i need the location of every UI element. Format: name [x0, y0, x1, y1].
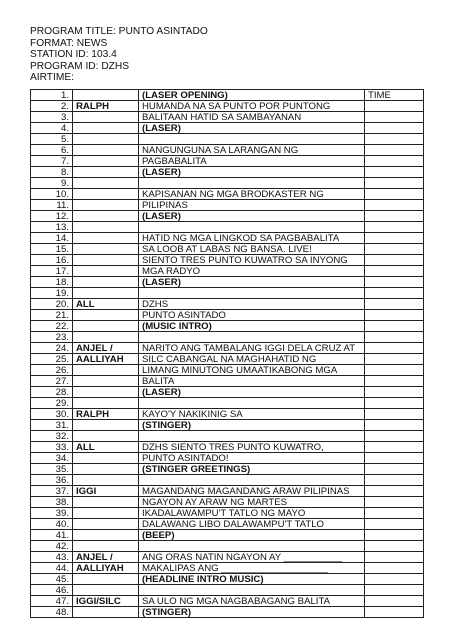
- script-line-cell: (HEADLINE INTRO MUSIC): [139, 574, 365, 585]
- script-line-cell: (LASER OPENING): [139, 90, 365, 101]
- script-line-cell: KAYO'Y NAKIKINIG SA: [139, 409, 365, 420]
- speaker-cell: IGGI/SILC: [73, 596, 139, 607]
- time-cell: [365, 189, 424, 200]
- speaker-cell: [73, 134, 139, 145]
- time-cell: [365, 222, 424, 233]
- speaker-cell: [73, 277, 139, 288]
- script-line-cell: [139, 541, 365, 552]
- row-number: 1.: [31, 90, 73, 101]
- script-table-body: [31, 90, 424, 618]
- script-line-cell: [139, 475, 365, 486]
- time-cell: [365, 299, 424, 310]
- script-line-cell: HUMANDA NA SA PUNTO POR PUNTONG: [139, 101, 365, 112]
- speaker-cell: [73, 112, 139, 123]
- speaker-cell: AALLIYAH: [73, 563, 139, 574]
- row-number: 6.: [31, 145, 73, 156]
- time-cell: [365, 486, 424, 497]
- row-number: 48.: [31, 607, 73, 618]
- script-line-cell: (LASER): [139, 167, 365, 178]
- table-row: [31, 332, 424, 343]
- table-row: [31, 442, 424, 453]
- time-cell: [365, 376, 424, 387]
- row-number: 5.: [31, 134, 73, 145]
- time-cell: [365, 398, 424, 409]
- time-cell: [365, 365, 424, 376]
- row-number: 19.: [31, 288, 73, 299]
- row-number: 47.: [31, 596, 73, 607]
- speaker-cell: [73, 167, 139, 178]
- table-row: [31, 464, 424, 475]
- table-row: [31, 530, 424, 541]
- speaker-cell: [73, 508, 139, 519]
- speaker-cell: ANJEL /: [73, 552, 139, 563]
- row-number: 20.: [31, 299, 73, 310]
- table-row: [31, 354, 424, 365]
- script-line-cell: MAGANDANG MAGANDANG ARAW PILIPINAS: [139, 486, 365, 497]
- speaker-cell: AALLIYAH: [73, 354, 139, 365]
- row-number: 41.: [31, 530, 73, 541]
- row-number: 24.: [31, 343, 73, 354]
- speaker-cell: [73, 288, 139, 299]
- script-line-cell: (MUSIC INTRO): [139, 321, 365, 332]
- time-cell: [365, 332, 424, 343]
- script-table: [30, 89, 424, 618]
- row-number: 18.: [31, 277, 73, 288]
- table-row: [31, 497, 424, 508]
- station-id-line: STATION ID: 103.4: [30, 49, 117, 61]
- table-row: [31, 585, 424, 596]
- script-line-cell: (STINGER): [139, 420, 365, 431]
- script-line-cell: PUNTO ASINTADO: [139, 310, 365, 321]
- script-line-cell: DZHS: [139, 299, 365, 310]
- row-number: 8.: [31, 167, 73, 178]
- script-line-cell: (LASER): [139, 277, 365, 288]
- table-row: [31, 376, 424, 387]
- table-row: [31, 420, 424, 431]
- table-row: [31, 387, 424, 398]
- time-cell: [365, 310, 424, 321]
- row-number: 42.: [31, 541, 73, 552]
- speaker-cell: ALL: [73, 442, 139, 453]
- row-number: 43.: [31, 552, 73, 563]
- speaker-cell: [73, 310, 139, 321]
- script-line-cell: [139, 431, 365, 442]
- script-line-cell: [139, 398, 365, 409]
- table-row: [31, 233, 424, 244]
- time-cell: [365, 453, 424, 464]
- time-cell: [365, 497, 424, 508]
- table-row: [31, 596, 424, 607]
- row-number: 33.: [31, 442, 73, 453]
- row-number: 2.: [31, 101, 73, 112]
- speaker-cell: [73, 156, 139, 167]
- time-cell: [365, 244, 424, 255]
- time-cell: [365, 475, 424, 486]
- row-number: 21.: [31, 310, 73, 321]
- table-row: [31, 211, 424, 222]
- row-number: 12.: [31, 211, 73, 222]
- speaker-cell: [73, 123, 139, 134]
- time-cell: [365, 387, 424, 398]
- speaker-cell: [73, 585, 139, 596]
- table-row: [31, 123, 424, 134]
- table-row: [31, 343, 424, 354]
- speaker-cell: [73, 222, 139, 233]
- time-cell: [365, 431, 424, 442]
- script-line-cell: IKADALAWAMPU'T TATLO NG MAYO: [139, 508, 365, 519]
- row-number: 44.: [31, 563, 73, 574]
- table-row: [31, 112, 424, 123]
- row-number: 15.: [31, 244, 73, 255]
- script-line-cell: [139, 288, 365, 299]
- table-row: [31, 244, 424, 255]
- table-row: [31, 167, 424, 178]
- table-row: [31, 145, 424, 156]
- script-line-cell: MGA RADYO: [139, 266, 365, 277]
- speaker-cell: [73, 398, 139, 409]
- script-line-cell: ANG ORAS NATIN NGAYON AY ___________: [139, 552, 365, 563]
- row-number: 16.: [31, 255, 73, 266]
- script-line-cell: PAGBABALITA: [139, 156, 365, 167]
- format-line: FORMAT: NEWS: [30, 37, 108, 49]
- speaker-cell: [73, 519, 139, 530]
- row-number: 39.: [31, 508, 73, 519]
- time-cell: [365, 420, 424, 431]
- speaker-cell: [73, 453, 139, 464]
- speaker-cell: [73, 321, 139, 332]
- script-line-cell: HATID NG MGA LINGKOD SA PAGBABALITA: [139, 233, 365, 244]
- speaker-cell: ALL: [73, 299, 139, 310]
- table-row: [31, 222, 424, 233]
- time-cell: [365, 508, 424, 519]
- script-line-cell: DZHS SIENTO TRES PUNTO KUWATRO,: [139, 442, 365, 453]
- row-number: 37.: [31, 486, 73, 497]
- speaker-cell: [73, 145, 139, 156]
- speaker-cell: [73, 90, 139, 101]
- time-cell: [365, 101, 424, 112]
- row-number: 28.: [31, 387, 73, 398]
- row-number: 14.: [31, 233, 73, 244]
- time-cell: [365, 607, 424, 618]
- document-header: [30, 26, 208, 84]
- script-line-cell: KAPISANAN NG MGA BRODKASTER NG: [139, 189, 365, 200]
- script-line-cell: (LASER): [139, 123, 365, 134]
- speaker-cell: [73, 387, 139, 398]
- row-number: 11.: [31, 200, 73, 211]
- script-line-cell: [139, 134, 365, 145]
- row-number: 36.: [31, 475, 73, 486]
- table-row: [31, 277, 424, 288]
- speaker-cell: [73, 178, 139, 189]
- row-number: 40.: [31, 519, 73, 530]
- table-row: [31, 365, 424, 376]
- time-cell: [365, 541, 424, 552]
- speaker-cell: RALPH: [73, 409, 139, 420]
- time-cell: [365, 178, 424, 189]
- row-number: 7.: [31, 156, 73, 167]
- time-cell: [365, 354, 424, 365]
- row-number: 46.: [31, 585, 73, 596]
- table-row: [31, 189, 424, 200]
- row-number: 13.: [31, 222, 73, 233]
- row-number: 10.: [31, 189, 73, 200]
- row-number: 26.: [31, 365, 73, 376]
- table-row: [31, 178, 424, 189]
- script-line-cell: NGAYON AY ARAW NG MARTES: [139, 497, 365, 508]
- row-number: 9.: [31, 178, 73, 189]
- row-number: 22.: [31, 321, 73, 332]
- speaker-cell: [73, 266, 139, 277]
- table-row: [31, 288, 424, 299]
- time-cell: [365, 277, 424, 288]
- speaker-cell: [73, 365, 139, 376]
- script-line-cell: SIENTO TRES PUNTO KUWATRO SA INYONG: [139, 255, 365, 266]
- speaker-cell: [73, 574, 139, 585]
- row-number: 32.: [31, 431, 73, 442]
- row-number: 31.: [31, 420, 73, 431]
- script-line-cell: BALITA: [139, 376, 365, 387]
- table-row: [31, 519, 424, 530]
- time-cell: [365, 145, 424, 156]
- time-cell: [365, 134, 424, 145]
- speaker-cell: [73, 189, 139, 200]
- speaker-cell: RALPH: [73, 101, 139, 112]
- script-line-cell: SILC CABANGAL NA MAGHAHATID NG: [139, 354, 365, 365]
- script-line-cell: (STINGER GREETINGS): [139, 464, 365, 475]
- speaker-cell: [73, 530, 139, 541]
- row-number: 4.: [31, 123, 73, 134]
- script-line-cell: NARITO ANG TAMBALANG IGGI DELA CRUZ AT: [139, 343, 365, 354]
- speaker-cell: [73, 431, 139, 442]
- script-line-cell: (BEEP): [139, 530, 365, 541]
- table-row: [31, 310, 424, 321]
- speaker-cell: [73, 211, 139, 222]
- speaker-cell: [73, 376, 139, 387]
- script-line-cell: [139, 222, 365, 233]
- row-number: 38.: [31, 497, 73, 508]
- speaker-cell: [73, 255, 139, 266]
- row-number: 3.: [31, 112, 73, 123]
- time-cell: [365, 552, 424, 563]
- speaker-cell: [73, 420, 139, 431]
- table-row: [31, 541, 424, 552]
- row-number: 25.: [31, 354, 73, 365]
- table-row: [31, 101, 424, 112]
- speaker-cell: [73, 233, 139, 244]
- time-cell: [365, 321, 424, 332]
- time-cell: [365, 596, 424, 607]
- time-cell: [365, 442, 424, 453]
- table-row: [31, 453, 424, 464]
- script-line-cell: SA ULO NG MGA NAGBABAGANG BALITA: [139, 596, 365, 607]
- speaker-cell: [73, 607, 139, 618]
- table-row: [31, 563, 424, 574]
- time-cell: [365, 255, 424, 266]
- table-row: [31, 607, 424, 618]
- table-row: [31, 156, 424, 167]
- speaker-cell: [73, 464, 139, 475]
- row-number: 35.: [31, 464, 73, 475]
- time-cell: [365, 519, 424, 530]
- table-row: [31, 552, 424, 563]
- table-row: [31, 398, 424, 409]
- row-number: 17.: [31, 266, 73, 277]
- time-cell: [365, 563, 424, 574]
- airtime-line: AIRTIME:: [30, 72, 74, 84]
- time-cell: [365, 409, 424, 420]
- row-number: 30.: [31, 409, 73, 420]
- row-number: 27.: [31, 376, 73, 387]
- time-cell: [365, 530, 424, 541]
- script-line-cell: (STINGER): [139, 607, 365, 618]
- script-line-cell: BALITAAN HATID SA SAMBAYANAN: [139, 112, 365, 123]
- time-cell: [365, 464, 424, 475]
- time-cell: [365, 211, 424, 222]
- script-line-cell: MAKALIPAS ANG ____________________: [139, 563, 365, 574]
- time-cell: [365, 156, 424, 167]
- table-row: [31, 574, 424, 585]
- time-cell: [365, 112, 424, 123]
- table-row: [31, 508, 424, 519]
- table-row: [31, 431, 424, 442]
- time-cell: [365, 123, 424, 134]
- table-row: [31, 266, 424, 277]
- speaker-cell: [73, 200, 139, 211]
- time-cell: [365, 585, 424, 596]
- script-line-cell: DALAWANG LIBO DALAWAMPU'T TATLO: [139, 519, 365, 530]
- script-line-cell: PUNTO ASINTADO!: [139, 453, 365, 464]
- table-row: [31, 409, 424, 420]
- table-row: [31, 134, 424, 145]
- speaker-cell: [73, 332, 139, 343]
- row-number: 45.: [31, 574, 73, 585]
- time-cell: [365, 233, 424, 244]
- row-number: 23.: [31, 332, 73, 343]
- script-line-cell: (LASER): [139, 387, 365, 398]
- time-header: TIME: [365, 90, 424, 101]
- time-cell: [365, 266, 424, 277]
- script-line-cell: [139, 585, 365, 596]
- speaker-cell: IGGI: [73, 486, 139, 497]
- table-row: [31, 255, 424, 266]
- program-id-line: PROGRAM ID: DZHS: [30, 60, 130, 72]
- speaker-cell: [73, 497, 139, 508]
- time-cell: [365, 200, 424, 211]
- script-line-cell: SA LOOB AT LABAS NG BANSA. LIVE!: [139, 244, 365, 255]
- script-line-cell: LIMANG MINUTONG UMAATIKABONG MGA: [139, 365, 365, 376]
- table-row: [31, 321, 424, 332]
- time-cell: [365, 288, 424, 299]
- speaker-cell: [73, 541, 139, 552]
- speaker-cell: [73, 475, 139, 486]
- table-row: [31, 90, 424, 101]
- row-number: 34.: [31, 453, 73, 464]
- time-cell: [365, 574, 424, 585]
- time-cell: [365, 343, 424, 354]
- table-row: [31, 486, 424, 497]
- script-line-cell: (LASER): [139, 211, 365, 222]
- row-number: 29.: [31, 398, 73, 409]
- script-line-cell: PILIPINAS: [139, 200, 365, 211]
- table-row: [31, 299, 424, 310]
- speaker-cell: [73, 244, 139, 255]
- program-title: PROGRAM TITLE: PUNTO ASINTADO: [30, 26, 208, 37]
- script-line-cell: NANGUNGUNA SA LARANGAN NG: [139, 145, 365, 156]
- script-line-cell: [139, 332, 365, 343]
- speaker-cell: ANJEL /: [73, 343, 139, 354]
- table-row: [31, 475, 424, 486]
- script-line-cell: [139, 178, 365, 189]
- time-cell: [365, 167, 424, 178]
- table-row: [31, 200, 424, 211]
